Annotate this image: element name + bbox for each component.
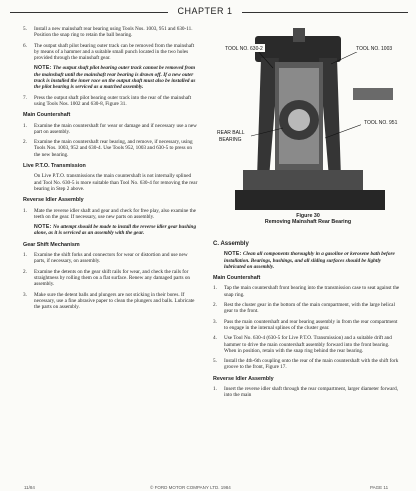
list-item: 2. Examine the main countershaft rear bearing, and remove, if necessary, using Tools Nos. 1003, 952 and 630-4. Use Tools 952, 1003 and 630-5 to press on the new bearing.	[23, 139, 193, 158]
note-block: NOTE: No attempt should be made to install the reverse idler gear bushing alone, as it is serviced as an assembly with the gear.	[34, 224, 197, 237]
header-rule-right	[242, 12, 408, 13]
chapter-header	[0, 6, 416, 18]
list-item: 3. Make sure the detent balls and plungers are not sticking in their bores. If necessary, use a fine abrasive paper to clean the plungers and balls. Lubricate the parts on assembly.	[23, 291, 195, 311]
label-rear-ball: REAR BALL	[217, 130, 245, 136]
list-item: 5. Install the 4th-6th coupling onto the rear of the main countershaft with the shift fork groove to the front, Figure 17.	[213, 358, 399, 371]
right-column	[213, 241, 401, 403]
list-item: 6. The output shaft pilot bearing outer track can be removed from the mainshaft by means of a hammer and a suitable small punch located in the two holes provided through the mainshaft gear.	[23, 42, 195, 62]
subheading: Main Countershaft	[23, 112, 71, 119]
list-item: 1. Tap the main countershaft front bearing into the transmission case to seat against the snap ring.	[213, 285, 400, 298]
label-bearing: BEARING	[219, 137, 242, 143]
footer-page: PAGE 11	[370, 485, 389, 490]
section-heading: C. Assembly	[213, 241, 249, 247]
list-item: 2. Rest the cluster gear in the bottom of the main compartment, with the large helical gear to the front.	[213, 302, 395, 315]
figure-caption	[213, 213, 403, 225]
label-tool-951: TOOL NO. 951	[364, 120, 398, 126]
subheading: Main Countershaft	[213, 275, 261, 282]
subheading: Live P.T.O. Transmission	[23, 163, 86, 170]
figure-number: Figure 30	[296, 213, 320, 219]
header-rule-left	[10, 12, 168, 13]
left-column	[23, 26, 198, 314]
chapter-title: CHAPTER 1	[177, 6, 233, 16]
list-item: 5. Install a new mainshaft rear bearing using Tools Nos. 1003, 951 and 630-11. Position the snap ring to retain the ball bearing.	[23, 26, 193, 39]
list-item: 7. Press the output shaft pilot bearing outer track into the rear of the mainshaft using Tools Nos. 1002 and 630-8, Figure 31.	[23, 94, 192, 107]
paragraph: On Live P.T.O. transmissions the main countershaft is not internally splined and Tool No. 630-5 is more suitable than Tool No. 630-4 for removing the rear bearing in Step 2 above.	[34, 173, 198, 192]
figure-title: Removing Mainshaft Rear Bearing	[264, 219, 352, 225]
note-block: NOTE: Clean all components thoroughly in a gasoline or kerosene bath before installation. Bearings, bushings, and all sliding surfaces should be lightly lubricated on assembly.	[224, 251, 395, 270]
subheading: Reverse Idler Assembly	[213, 375, 274, 382]
footer-copyright: © FORD MOTOR COMPANY LTD. 1984	[150, 485, 231, 490]
label-tool-630: TOOL NO. 630-2	[225, 46, 263, 52]
footer-date: 11/84	[24, 485, 35, 490]
list-item: 2. Examine the detents on the gear shift rails for wear, and check the rails for straightness by rolling them on a flat surface. Renew any damaged parts on assembly.	[23, 268, 191, 288]
label-tool-1003: TOOL NO. 1003	[356, 46, 393, 52]
note-block: NOTE: The output shaft pilot bearing outer track cannot be removed from the mainshaft until the mainshaft rear bearing is drawn off. If a new outer track is installed the inner race on the output shaft must also be installed as the pilot bearing is serviced as a matched assembly.	[34, 65, 196, 91]
list-item: 1. Insert the reverse idler shaft through the rear compartment, larger diameter forward, into the main	[213, 386, 399, 399]
figure-photo	[213, 28, 409, 213]
list-item: 3. Pass the main countershaft and rear bearing assembly in from the rear compartment to engage in the internal splines of the cluster gear.	[213, 318, 398, 331]
list-item: 1. Examine the main countershaft for wear or damage and if necessary use a new part on assembly.	[23, 122, 197, 135]
subheading: Reverse Idler Assembly	[23, 197, 84, 204]
list-item: 1. Mate the reverse idler shaft and gear and check for free play, also examine the teeth on the gear. If necessary, use new parts on assembly.	[23, 207, 196, 220]
subheading: Gear Shift Mechanism	[23, 241, 80, 248]
list-item: 1. Examine the shift forks and connectors for wear or distortion and use new parts, if necessary, on assembly.	[23, 252, 188, 265]
list-item: 4. Use Tool No. 630-4 (630-5 for Live P.T.O. Transmission) and a suitable drift and hammer to drive the main countershaft assembly forward into the front bearing. When in position, retain with the snap ring behind the rear bearing.	[213, 335, 392, 354]
